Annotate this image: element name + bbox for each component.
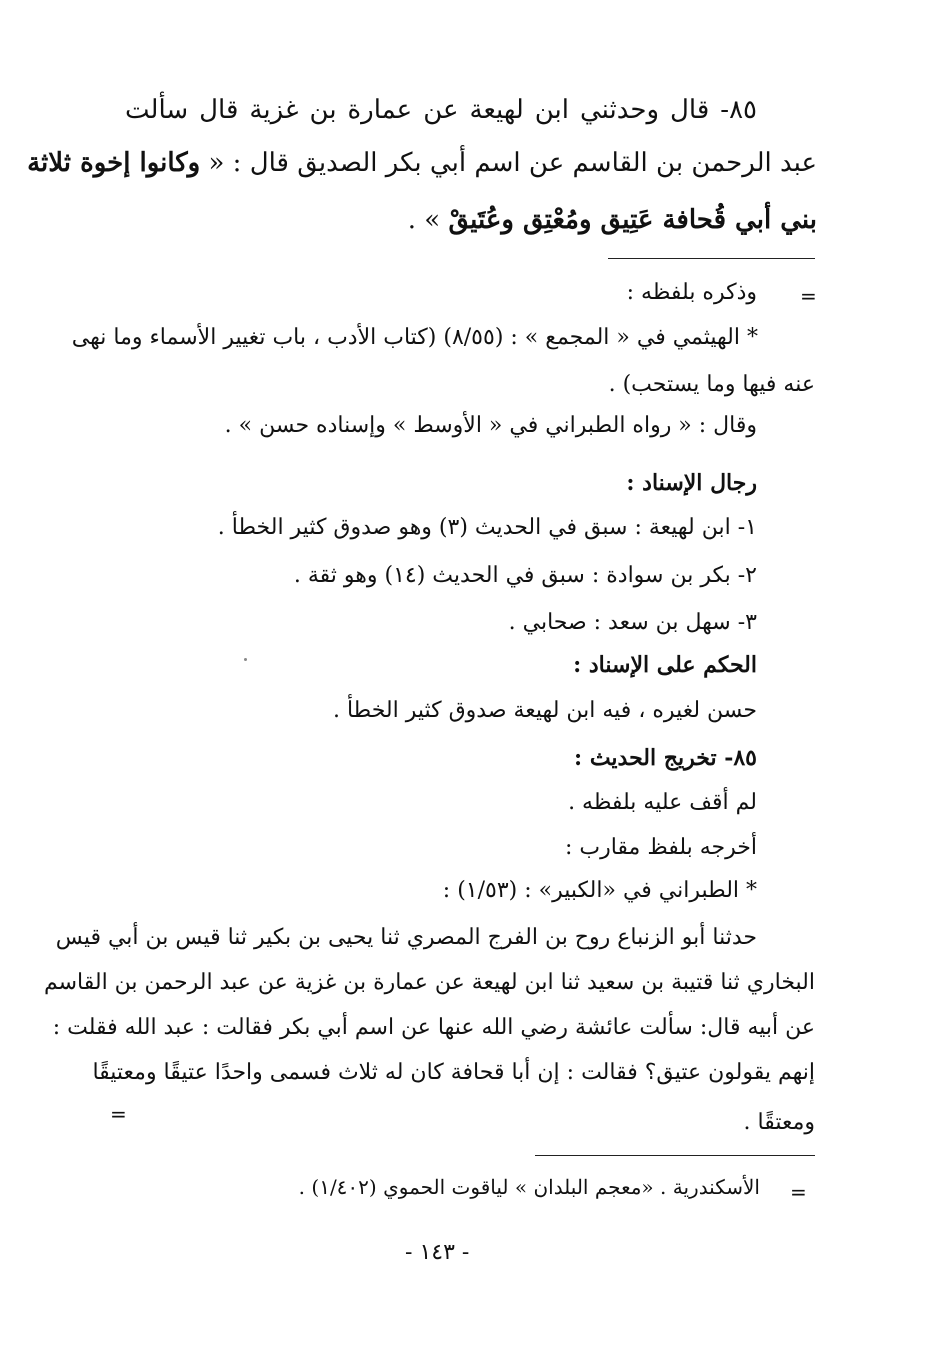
takhrij-paragraph-line-5: ومعتقًا . xyxy=(743,1110,815,1135)
notes-separator xyxy=(608,258,815,259)
footnote-separator xyxy=(535,1155,815,1156)
rijal-item-3: ٣- سهل بن سعد : صحابي . xyxy=(508,610,757,635)
note-line-4: وقال : « رواه الطبراني في « الأوسط » وإسناده حسن » . xyxy=(224,413,757,438)
takhrij-line-1: لم أقف عليه بلفظه . xyxy=(568,790,757,815)
hadith-line-2-text: عبد الرحمن بن القاسم عن اسم أبي بكر الصديق قال : « xyxy=(208,148,817,178)
rijal-item-2: ٢- بكر بن سوادة : سبق في الحديث (١٤) وهو ثقة . xyxy=(293,563,757,588)
takhrij-paragraph-line-1: حدثنا أبو الزنباع روح بن الفرج المصري ثنا يحيى بن بكير ثنا قيس بن أبي قيس xyxy=(55,925,757,950)
takhrij-paragraph-line-3: عن أبيه قال: سألت عائشة رضي الله عنها عن اسم أبي بكر فقالت : عبد الله فقلت : xyxy=(52,1015,815,1040)
hadith-quote-bold: وكانوا إخوة ثلاثة xyxy=(27,148,201,178)
takhrij-heading: ٨٥- تخريج الحديث : xyxy=(574,745,757,771)
hadith-quote-close: » . xyxy=(407,205,441,235)
takhrij-line-2: أخرجه بلفظ مقارب : xyxy=(564,835,757,860)
rijal-heading: رجال الإسناد : xyxy=(626,470,757,496)
takhrij-line-3: * الطبراني في «الكبير» : (١/٥٣) : xyxy=(442,878,757,903)
rijal-item-1: ١- ابن لهيعة : سبق في الحديث (٣) وهو صدوق كثير الخطأ . xyxy=(217,515,757,540)
hadith-line-1: ٨٥- قال وحدثني ابن لهيعة عن عمارة بن غزية قال سألت xyxy=(125,95,757,125)
note-line-1: وذكره بلفظه : xyxy=(626,280,757,305)
page-number: - ١٤٣ - xyxy=(405,1240,470,1265)
takhrij-paragraph-line-4: إنهم يقولون عتيق؟ فقالت : إن أبا قحافة كان له ثلاث فسمى واحدًا عتيقًا ومعتيقًا xyxy=(92,1060,815,1085)
hadith-names-bold: بني أبي قُحافة عَتِيق ومُعْتِق وعُتَيقْ xyxy=(448,205,817,235)
hadith-line-2 xyxy=(27,148,817,179)
note-line-2: * الهيثمي في « المجمع » : (٨/٥٥) (كتاب الأدب ، باب تغيير الأسماء وما نهى xyxy=(71,325,758,350)
takhrij-paragraph-line-2: البخاري ثنا قتيبة بن سعيد ثنا ابن لهيعة عن عمارة بن غزية عن عبد الرحمن بن القاسم xyxy=(43,970,815,995)
hadith-line-3 xyxy=(380,205,817,236)
scan-speck xyxy=(244,658,247,661)
footnote-text: الأسكندرية . «معجم البلدان » لياقوت الحموي (١/٤٠٢) . xyxy=(298,1175,760,1199)
continuation-marker-end: = xyxy=(110,1102,127,1126)
note-line-3: عنه فيها وما يستحب) . xyxy=(608,372,815,397)
footnote-marker: = xyxy=(790,1180,807,1204)
continuation-marker: = xyxy=(800,284,817,308)
hukm-text: حسن لغيره ، فيه ابن لهيعة صدوق كثير الخطأ . xyxy=(332,698,757,723)
hukm-heading: الحكم على الإسناد : xyxy=(573,652,757,678)
